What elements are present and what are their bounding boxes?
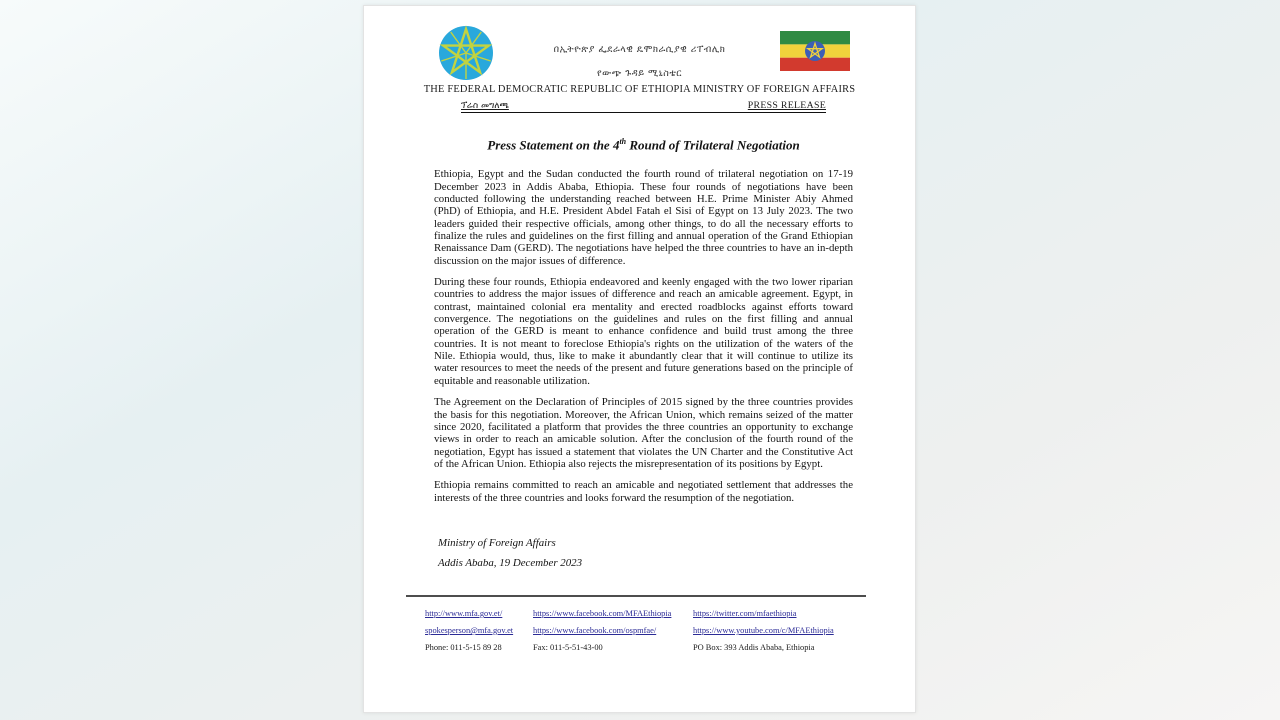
press-release-english-label: PRESS RELEASE xyxy=(747,100,826,111)
footer-divider xyxy=(406,595,866,597)
header-amharic-line2: የውጭ ጉዳይ ሚኒስቴር xyxy=(596,68,683,79)
footer-link-facebook-ospm[interactable]: https://www.facebook.com/ospmfae/ xyxy=(533,626,657,635)
paragraph-1: Ethiopia, Egypt and the Sudan conducted the fourth round of trilateral negotiation on 17-19 December 2023 in Addis Ababa, Ethiopia. These four rounds of negotiations have been conducted following the understanding reached between H.E. Prime Minister Abiy Ahmed (PhD) of Ethiopia, and H.E. President Abdel Fatah el Sisi of Egypt on 13 July 2023. The two leaders guided their respective officials, among other things, to do all the necessary efforts to finalize the rules and guidelines on the first filling and annual operation of the Grand Ethiopian Renaissance Dam (GERD). The negotiations have helped the three countries to have an in-depth discussion on the major issues of difference. xyxy=(434,168,853,267)
title-ordinal-superscript: th xyxy=(619,137,627,146)
press-release-row xyxy=(461,100,826,113)
signature-date: Addis Ababa, 19 December 2023 xyxy=(438,556,583,569)
footer-link-twitter[interactable]: https://twitter.com/mfaethiopia xyxy=(693,609,797,618)
footer-link-website[interactable]: http://www.mfa.gov.et/ xyxy=(425,609,503,618)
ministry-heading: THE FEDERAL DEMOCRATIC REPUBLIC OF ETHIOPIA MINISTRY OF FOREIGN AFFAIRS xyxy=(423,84,856,95)
paragraph-3: The Agreement on the Declaration of Principles of 2015 signed by the three countries provides the basis for this negotiation. Moreover, the African Union, which remains seized of the matter since 2020, facilitated a platform that provides the three countries an opportunity to exchange views in order to reach an amicable solution. After the conclusion of the fourth round of the negotiation, Egypt has issued a statement that violates the UN Charter and the Constitutive Act of the African Union. Ethiopia also rejects the misrepresentation of its positions by Egypt. xyxy=(434,396,853,470)
press-release-document-page xyxy=(363,5,916,713)
footer-fax: Fax: 011-5-51-43-00 xyxy=(533,643,603,652)
footer-contact-grid xyxy=(425,605,834,656)
header-amharic-line1: በኢትዮጵያ ፌደራላዊ ዴሞክራሲያዊ ሪፐብሊክ xyxy=(553,44,726,55)
signature-block xyxy=(434,533,853,573)
signature-ministry: Ministry of Foreign Affairs xyxy=(438,536,556,549)
footer-link-facebook-mfa[interactable]: https://www.facebook.com/MFAEthiopia xyxy=(533,609,672,618)
footer-phone: Phone: 011-5-15 89 28 xyxy=(425,643,502,652)
footer-pobox: PO Box: 393 Addis Ababa, Ethiopia xyxy=(693,643,815,652)
paragraph-2: During these four rounds, Ethiopia endeavored and keenly engaged with the two lower riparian countries to address the major issues of difference and reach an amicable agreement. Egypt, in contrast, maintained colonial era mentality and erected roadblocks against efforts toward convergence. The negotiations on the guidelines and rules on the first filling and annual operation of the GERD is meant to enhance confidence and build trust among the three countries. It is not meant to foreclose Ethiopia's rights on the utilization of the waters of the Nile. Ethiopia would, thus, like to make it abundantly clear that it will continue to utilize its water resources to meet the needs of the present and future generations based on the principle of equitable and reasonable utilization. xyxy=(434,276,853,387)
document-title: Press Statement on the 4th Round of Trilateral Negotiation xyxy=(487,137,800,153)
ethiopia-flag-icon xyxy=(780,31,850,71)
document-body xyxy=(434,137,853,573)
press-release-amharic-label: ፕሬስ መግለጫ xyxy=(461,101,509,111)
footer-link-email[interactable]: spokesperson@mfa.gov.et xyxy=(425,626,514,635)
footer-link-youtube[interactable]: https://www.youtube.com/c/MFAEthiopia xyxy=(693,626,834,635)
paragraph-4: Ethiopia remains committed to reach an amicable and negotiated settlement that addresses the interests of the three countries and looks forward the resumption of the negotiation. xyxy=(434,479,853,504)
